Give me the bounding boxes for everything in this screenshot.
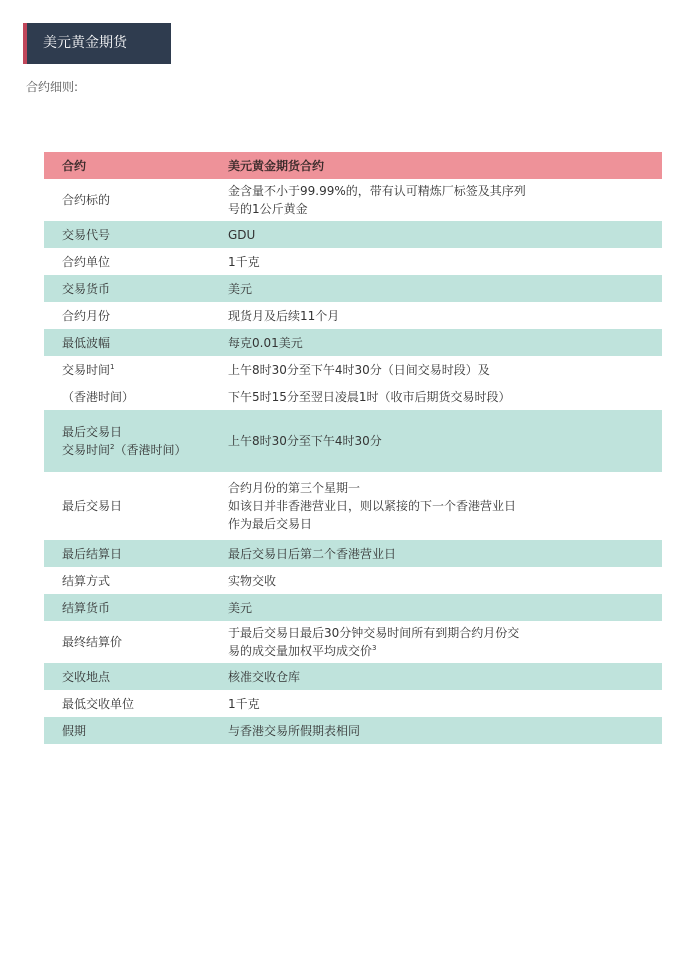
table-row [44,356,662,383]
header-cell-name: 美元黄金期货合约 [228,152,662,179]
row-label: 假期 [44,717,228,744]
row-value: 核准交收仓库 [228,663,662,690]
row-value-line: 于最后交易日最后30分钟交易时间所有到期合约月份交 [228,626,520,640]
page-title: 美元黄金期货 [23,23,171,64]
table-header-row [44,152,662,179]
row-label: 合约月份 [44,302,228,329]
row-value-line: 号的1公斤黄金 [228,202,308,216]
table-row [44,663,662,690]
row-value [228,179,662,221]
table-row [44,717,662,744]
row-value: 现货月及后续11个月 [228,302,662,329]
contract-spec-table [44,152,662,744]
row-value-line [228,642,662,660]
table-row [44,275,662,302]
table-row [44,594,662,621]
table-row [44,329,662,356]
row-label: 交易货币 [44,275,228,302]
row-value-line: 作为最后交易日 [228,517,313,531]
row-label-text: 交易时间 [62,443,111,457]
row-value: 实物交收 [228,567,662,594]
row-value: 1千克 [228,248,662,275]
table-row [44,621,662,663]
table-row [44,248,662,275]
row-label: 最低交收单位 [44,690,228,717]
row-value: 最后交易日后第二个香港营业日 [228,540,662,567]
row-label: 交收地点 [44,663,228,690]
row-value: 上午8时30分至下午4时30分（日间交易时段）及 [228,356,662,383]
table-row [44,179,662,221]
row-value: 1千克 [228,690,662,717]
row-value-line: 合约月份的第三个星期一 [228,481,361,495]
row-label [44,410,228,472]
section-subtitle: 合约细则: [26,80,79,94]
table-row [44,410,662,472]
row-label [44,356,228,383]
row-label: （香港时间） [44,383,228,410]
row-label-line [62,441,228,459]
row-value [228,621,662,663]
row-label: 合约标的 [44,179,228,221]
row-value: 与香港交易所假期表相同 [228,717,662,744]
footnote-marker: 2 [110,443,115,451]
row-label-line: 最后交易日 [62,425,123,439]
header-cell-contract: 合约 [44,152,228,179]
row-label-text: （香港时间） [114,443,187,457]
table-row [44,302,662,329]
row-label: 最后交易日 [44,472,228,540]
table-row [44,567,662,594]
row-value: GDU [228,221,662,248]
row-value: 美元 [228,594,662,621]
row-value-line: 金含量不小于99.99%的，带有认可精炼厂标签及其序列 [228,184,526,198]
row-label: 最低波幅 [44,329,228,356]
row-label: 结算货币 [44,594,228,621]
row-label: 交易代号 [44,221,228,248]
row-value-text: 易的成交量加权平均成交价 [228,644,373,658]
row-label-text: 交易时间 [62,362,111,377]
row-label: 合约单位 [44,248,228,275]
table-row [44,472,662,540]
row-value: 上午8时30分至下午4时30分 [228,410,662,472]
row-value: 美元 [228,275,662,302]
row-value: 下午5时15分至翌日凌晨1时（收市后期货交易时段） [228,383,662,410]
row-value [228,472,662,540]
footnote-marker: 1 [110,362,115,371]
table-row [44,221,662,248]
table-row [44,690,662,717]
row-label: 最终结算价 [44,621,228,663]
table-row [44,383,662,410]
row-label: 结算方式 [44,567,228,594]
table-row [44,540,662,567]
row-value: 每克0.01美元 [228,329,662,356]
row-value-line: 如该日并非香港营业日，则以紧接的下一个香港营业日 [228,499,517,513]
row-label: 最后结算日 [44,540,228,567]
footnote-marker: 3 [372,644,377,652]
